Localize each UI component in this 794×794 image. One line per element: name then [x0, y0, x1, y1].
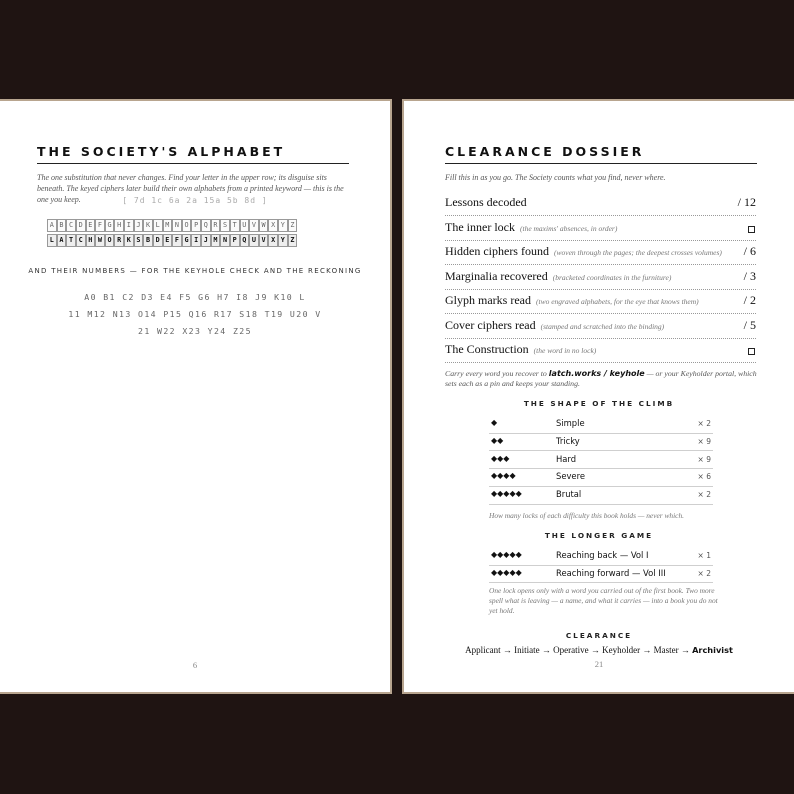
alphabet-cell: I: [124, 219, 134, 232]
alphabet-cell: H: [114, 219, 124, 232]
dossier-label-text: Lessons decoded: [445, 195, 527, 209]
difficulty-count: × 2: [697, 419, 711, 428]
dossier-row: [445, 191, 756, 216]
cipher-cell: J: [201, 234, 211, 247]
number-line: 11 M12 N13 O14 P15 Q16 R17 S18 T19 U20 V: [68, 309, 322, 319]
clearance-heading: CLEARANCE: [565, 631, 633, 640]
dossier-label-text: The Construction: [445, 342, 529, 356]
left-page: [0, 101, 390, 692]
difficulty-row: [489, 547, 713, 566]
cipher-cell: U: [249, 234, 259, 247]
cipher-cell: P: [230, 234, 240, 247]
dossier-note: (the maxims' absences, in order): [519, 223, 618, 233]
dossier-label: [445, 195, 527, 210]
alphabet-cell: C: [66, 219, 76, 232]
dossier-label: [445, 269, 671, 284]
alphabet-cell: K: [143, 219, 153, 232]
dossier-row: [445, 216, 756, 241]
alphabet-cell: A: [47, 219, 57, 232]
difficulty-count: × 6: [697, 472, 711, 482]
alphabet-cell: O: [182, 219, 192, 232]
dossier-tally: / 2: [743, 293, 756, 307]
cipher-cell: I: [191, 234, 201, 247]
intro-text: The one substitution that never changes. Find your letter in the upper row; its disguise sits beneath. The keyed ciphers later build their own alphabets from a printed keyword — this is the one you keep.: [37, 173, 344, 204]
dossier-tally: / 3: [743, 268, 756, 283]
cipher-cell: Q: [240, 234, 250, 247]
title-rule: [445, 163, 757, 164]
dossier-label-text: Marginalia recovered: [445, 268, 548, 283]
clearance-final-rank: Archivist: [692, 645, 733, 655]
portal-link[interactable]: latch.works / keyhole: [548, 369, 645, 378]
right-page: [404, 101, 794, 692]
climb-heading: THE SHAPE OF THE CLIMB: [523, 399, 675, 408]
dossier-note: (bracketed coordinates in the furniture): [552, 272, 672, 282]
alphabet-cell: R: [211, 219, 221, 232]
alphabet-cell: L: [153, 219, 163, 232]
difficulty-name: Brutal: [556, 489, 582, 500]
checkbox[interactable]: [748, 348, 755, 355]
number-line: 21 W22 X23 Y24 Z25: [138, 326, 252, 336]
dossier-row: [445, 338, 756, 363]
dossier-tally: / 6: [743, 244, 756, 258]
cipher-cell: S: [134, 234, 144, 247]
difficulty-diamonds: ◆◆: [491, 435, 504, 445]
alphabet-cell: F: [95, 219, 105, 232]
difficulty-name: Simple: [556, 418, 585, 428]
alphabet-cell: N: [172, 219, 182, 232]
clearance-path: Applicant → Initiate → Operative → Keyholder → Master → Archivist: [465, 645, 733, 655]
dossier-label: [445, 244, 722, 259]
dossier-note: (stamped and scratched into the binding): [540, 321, 665, 331]
difficulty-row: [489, 565, 713, 584]
alphabet-cell: M: [163, 219, 173, 232]
difficulty-name: Severe: [556, 471, 585, 482]
cipher-cell: N: [220, 234, 230, 247]
cipher-cell: E: [163, 234, 173, 247]
difficulty-count: × 9: [697, 454, 711, 464]
alphabet-cell: W: [259, 219, 269, 232]
dossier-label-text: Hidden ciphers found: [445, 244, 549, 258]
cipher-cell: G: [182, 234, 192, 247]
cipher-cell: V: [259, 234, 269, 247]
difficulty-diamonds: ◆: [491, 418, 498, 427]
number-line: A0 B1 C2 D3 E4 F5 G6 H7 I8 J9 K10 L: [84, 292, 306, 302]
alphabet-cell: J: [134, 219, 144, 232]
dossier-row: [445, 240, 756, 265]
difficulty-row: [489, 433, 713, 452]
longer-heading: THE LONGER GAME: [544, 531, 654, 540]
checkbox[interactable]: [748, 226, 755, 233]
alphabet-cell: X: [268, 219, 278, 232]
dossier-label: [445, 318, 664, 333]
difficulty-name: Tricky: [556, 435, 580, 446]
plain-alphabet-row: [47, 219, 297, 232]
difficulty-count: × 2: [697, 568, 711, 578]
title-rule: [37, 163, 349, 164]
intro-text: Fill this in as you go. The Society counts what you find, never where.: [445, 173, 666, 182]
cipher-cell: A: [57, 234, 67, 247]
difficulty-diamonds: ◆◆◆◆◆: [491, 567, 522, 577]
alphabet-cell: P: [191, 219, 201, 232]
cipher-cell: T: [66, 234, 76, 247]
page-title: CLEARANCE DOSSIER: [445, 144, 645, 159]
alphabet-cell: Z: [288, 219, 298, 232]
cipher-cell: L: [47, 234, 57, 247]
alphabet-cell: Y: [278, 219, 288, 232]
difficulty-name: Reaching forward — Vol III: [556, 567, 666, 578]
cipher-cell: X: [268, 234, 278, 247]
cipher-cell: M: [211, 234, 221, 247]
page-title: THE SOCIETY'S ALPHABET: [37, 144, 286, 159]
difficulty-count: × 9: [697, 436, 711, 446]
dossier-label-text: Cover ciphers read: [445, 317, 536, 332]
alphabet-cell: V: [249, 219, 259, 232]
difficulty-row: [489, 451, 713, 470]
cipher-cell: H: [86, 234, 96, 247]
difficulty-diamonds: ◆◆◆◆◆: [491, 550, 522, 559]
alphabet-cell: T: [230, 219, 240, 232]
cipher-cell: D: [153, 234, 163, 247]
cipher-cell: Y: [278, 234, 288, 247]
dossier-label: [445, 220, 617, 235]
difficulty-count: × 2: [697, 490, 711, 500]
alphabet-cell: U: [240, 219, 250, 232]
dossier-tally: / 12: [737, 195, 756, 209]
dossier-label: [445, 342, 596, 357]
dossier-label: [445, 293, 699, 308]
difficulty-diamonds: ◆◆◆◆◆: [491, 489, 522, 499]
dossier-row: [445, 265, 756, 290]
alphabet-cell: Q: [201, 219, 211, 232]
dossier-row: [445, 314, 756, 339]
hex-marginalia: [ 7d 1c 6a 2a 15a 5b 8d ]: [122, 196, 268, 205]
dossier-label-text: The inner lock: [445, 219, 515, 234]
page-number: 6: [192, 660, 198, 670]
alphabet-cell: G: [105, 219, 115, 232]
alphabet-cell: S: [220, 219, 230, 232]
difficulty-count: × 1: [697, 551, 711, 560]
numbers-heading: AND THEIR NUMBERS — FOR THE KEYHOLE CHECK AND THE RECKONING: [28, 267, 362, 275]
difficulty-row: [489, 486, 713, 505]
cipher-cell: F: [172, 234, 182, 247]
cipher-cell: C: [76, 234, 86, 247]
difficulty-row: [489, 415, 713, 434]
cipher-cell: B: [143, 234, 153, 247]
dossier-row: [445, 289, 756, 314]
difficulty-diamonds: ◆◆◆: [491, 453, 510, 463]
cipher-cell: O: [105, 234, 115, 247]
dossier-note: (two engraved alphabets, for the eye that knows them): [535, 297, 699, 306]
dossier-tally: / 5: [743, 317, 756, 332]
dossier-label-text: Glyph marks read: [445, 293, 531, 307]
difficulty-name: Reaching back — Vol I: [556, 550, 649, 560]
carry-note: Carry every word you recover to latch.works / keyhole — or your Keyholder portal, which sets each as a pin and keeps your standing.: [445, 369, 757, 388]
dossier-note: (woven through the pages; the deepest crosses volumes): [553, 248, 722, 257]
alphabet-cell: D: [76, 219, 86, 232]
alphabet-cell: E: [86, 219, 96, 232]
difficulty-diamonds: ◆◆◆◆: [491, 471, 516, 481]
difficulty-row: [489, 468, 713, 487]
cipher-cell: Z: [288, 234, 298, 247]
dossier-note: (the word in no lock): [533, 346, 597, 355]
cipher-alphabet-row: [47, 234, 297, 247]
cipher-cell: K: [124, 234, 134, 247]
cipher-cell: W: [95, 234, 105, 247]
longer-note: One lock opens only with a word you carried out of the first book. Two more spell what is leaving — a name, and what it carries — into a book you do not yet hold.: [489, 586, 718, 615]
cipher-cell: R: [114, 234, 124, 247]
difficulty-name: Hard: [556, 453, 577, 464]
alphabet-cell: B: [57, 219, 67, 232]
page-number: 21: [594, 659, 604, 669]
climb-note: How many locks of each difficulty this book holds — never which.: [489, 511, 684, 520]
